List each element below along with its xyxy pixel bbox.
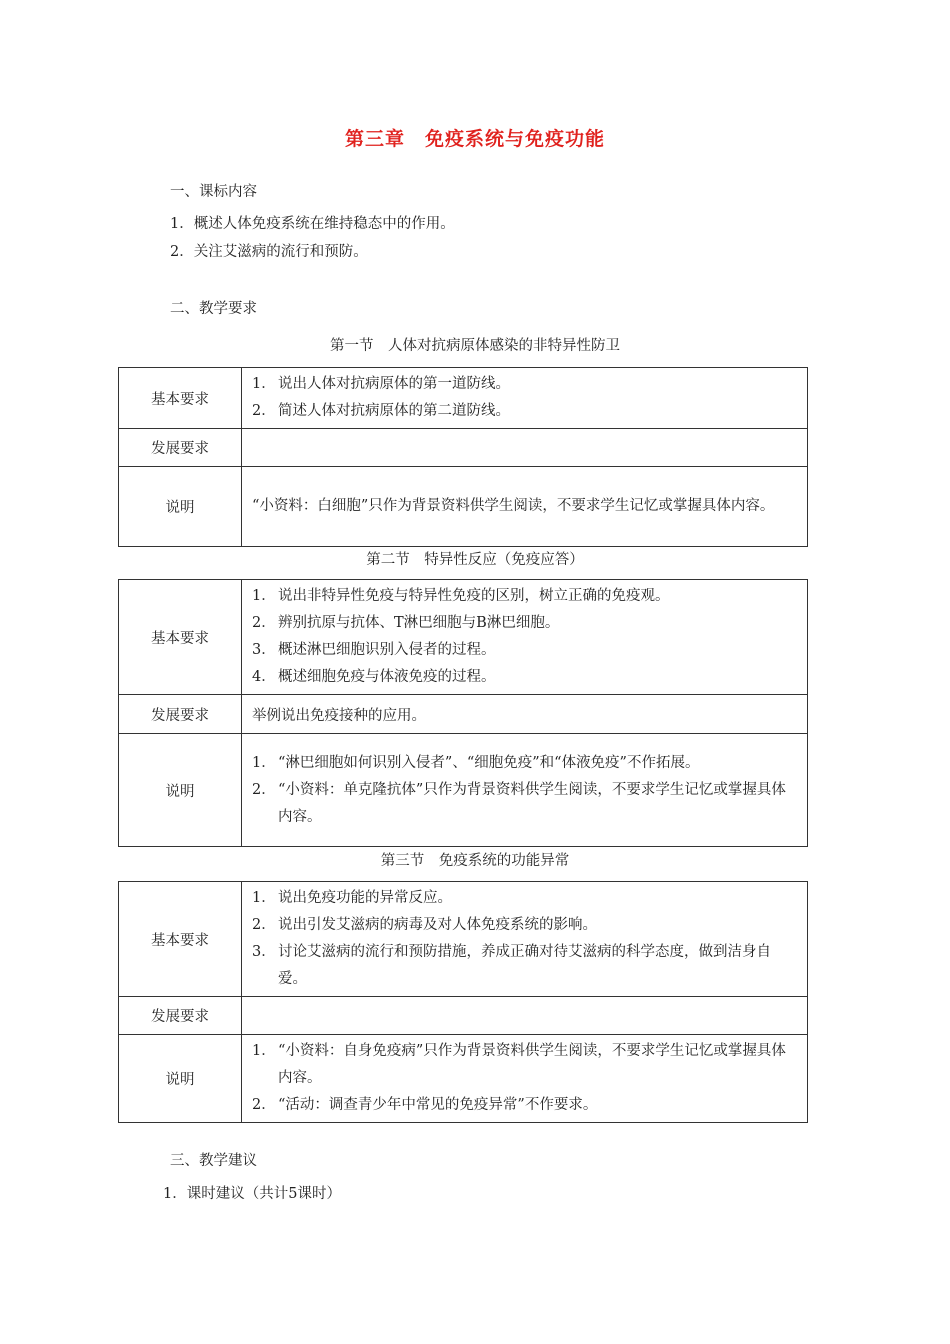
list-item: 1． “小资料：自身免疫病”只作为背景资料供学生阅读，不要求学生记忆或掌握具体内容。 (252, 1043, 786, 1086)
basic-label: 基本要求 (119, 580, 242, 695)
note-label: 说明 (119, 734, 242, 847)
list-item: 1． “淋巴细胞如何识别入侵者”、“细胞免疫”和“体液免疫”不作拓展。 (252, 754, 700, 771)
dev-content (242, 445, 807, 451)
table3-title: 第三节 免疫系统的功能异常 (380, 853, 570, 869)
list-item: 2． “小资料：单克隆抗体”只作为背景资料供学生阅读，不要求学生记忆或掌握具体内容。 (252, 781, 786, 825)
list-item: 2． 简述人体对抗病原体的第二道防线。 (252, 403, 510, 419)
note-label: 说明 (119, 1035, 242, 1123)
list-item: 2． 辨别抗原与抗体、T淋巴细胞与B淋巴细胞。 (252, 615, 560, 631)
list-item: 1． 说出免疫功能的异常反应。 (252, 890, 452, 906)
list-item: 2． “活动：调查青少年中常见的免疫异常”不作要求。 (252, 1097, 598, 1113)
dev-content (242, 1013, 807, 1019)
page-title: 第三章 免疫系统与免疫功能 (344, 128, 605, 150)
standard-item-1: 1．概述人体免疫系统在维持稳态中的作用。 (170, 216, 455, 232)
table2-title: 第二节 特异性反应（免疫应答） (366, 552, 584, 568)
dev-label: 发展要求 (119, 997, 242, 1035)
note-label: 说明 (119, 467, 242, 547)
list-item: 1． 说出非特异性免疫与特异性免疫的区别，树立正确的免疫观。 (252, 588, 670, 604)
section-heading-requirements: 二、教学要求 (170, 301, 257, 317)
dev-label: 发展要求 (119, 429, 242, 467)
dev-content: 举例说出免疫接种的应用。 (252, 707, 426, 724)
standard-item-2: 2．关注艾滋病的流行和预防。 (170, 244, 368, 260)
table1-title: 第一节 人体对抗病原体感染的非特异性防卫 (330, 338, 620, 354)
list-item: 3． 概述淋巴细胞识别入侵者的过程。 (252, 642, 496, 658)
list-item: 3． 讨论艾滋病的流行和预防措施，养成正确对待艾滋病的科学态度，做到洁身自爱。 (252, 944, 771, 987)
suggestion-item-1: 1．课时建议（共计5课时） (163, 1186, 341, 1202)
dev-label: 发展要求 (119, 695, 242, 734)
section-heading-suggestions: 三、教学建议 (170, 1153, 257, 1169)
note-content: “小资料：白细胞”只作为背景资料供学生阅读，不要求学生记忆或掌握具体内容。 (252, 498, 775, 514)
section-heading-standards: 一、课标内容 (170, 184, 257, 200)
list-item: 4． 概述细胞免疫与体液免疫的过程。 (252, 669, 496, 685)
basic-label: 基本要求 (119, 882, 242, 997)
requirements-table-3 (118, 881, 808, 1123)
basic-label: 基本要求 (119, 368, 242, 429)
list-item: 2． 说出引发艾滋病的病毒及对人体免疫系统的影响。 (252, 917, 597, 933)
requirements-table-2 (118, 579, 808, 847)
requirements-table-1 (118, 367, 808, 547)
list-item: 1． 说出人体对抗病原体的第一道防线。 (252, 376, 510, 392)
